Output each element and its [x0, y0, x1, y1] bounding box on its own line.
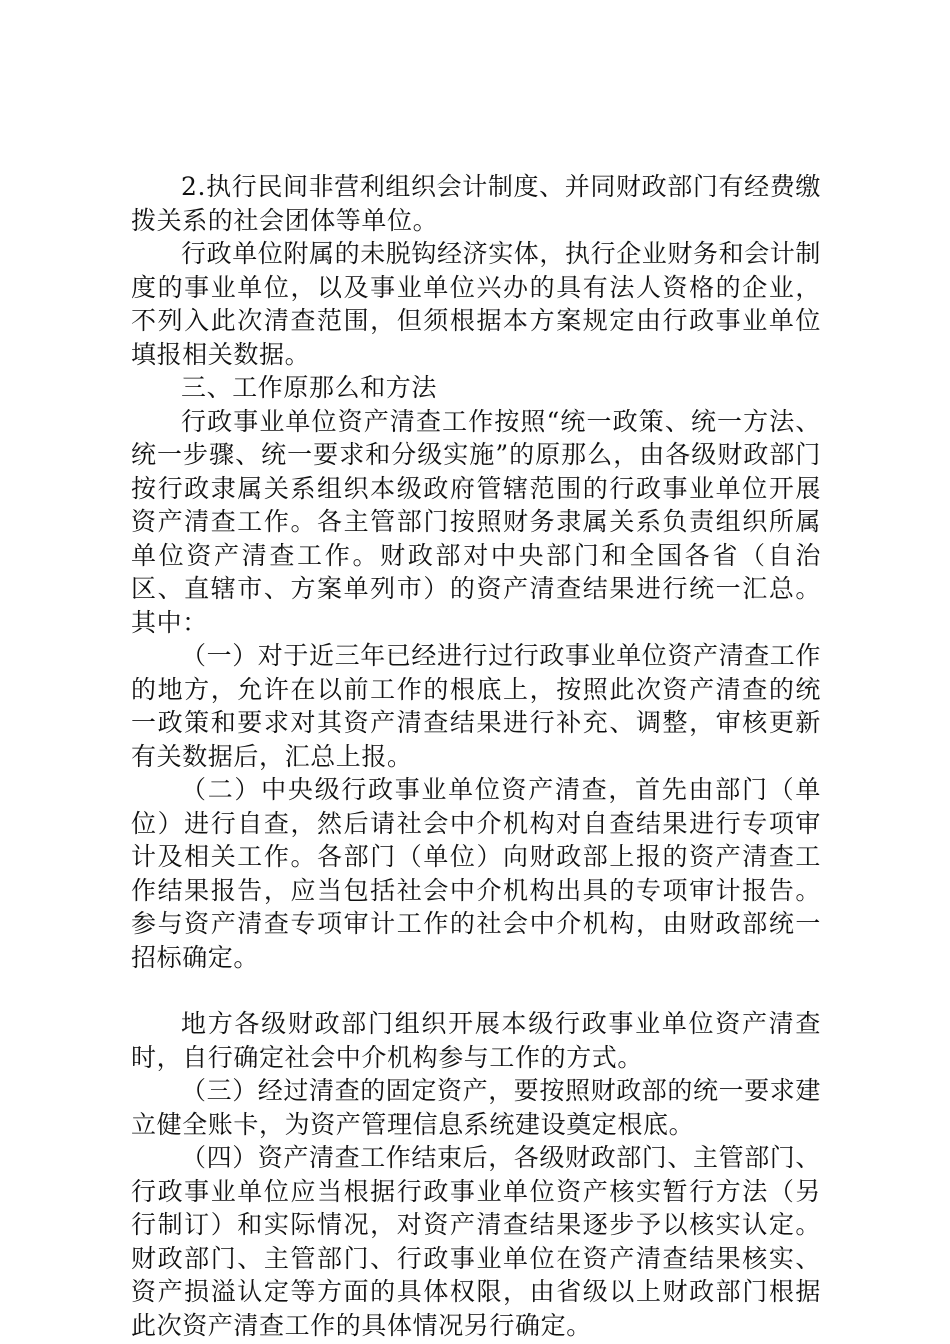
section-heading-principles: 三、工作原那么和方法: [181, 373, 438, 402]
paragraph-item-3: （三）经过清查的固定资产，要按照财政部的统一要求建立健全账卡，为资产管理信息系统建设奠定根底。: [131, 1076, 822, 1139]
paragraph-item-1: （一）对于近三年已经进行过行政事业单位资产清查工作的地方，允许在以前工作的根底上，按照此次资产清查的统一政策和要求对其资产清查结果进行补充、调整，审核更新有关数据后，汇总上报。: [131, 641, 822, 771]
paragraph-exclusions: 行政单位附属的未脱钩经济实体，执行企业财务和会计制度的事业单位，以及事业单位兴办的具有法人资格的企业，不列入此次清查范围，但须根据本方案规定由行政事业单位填报相关数据。: [131, 239, 822, 369]
paragraph-item-4: （四）资产清查工作结束后，各级财政部门、主管部门、行政事业单位应当根据行政事业单位资产核实暂行方法（另行制订）和实际情况，对资产清查结果逐步予以核实认定。财政部门、主管部门、行政事业单位在资产清查结果核实、资产损溢认定等方面的具体权限，由省级以上财政部门根据此次资产清查工作的具体情况另行确定。: [131, 1143, 822, 1340]
document-body: [131, 170, 821, 1342]
paragraph-scope-item-2: 2.执行民间非营利组织会计制度、并同财政部门有经费缴拨关系的社会团体等单位。: [131, 172, 821, 235]
paragraph-item-2: （二）中央级行政事业单位资产清查，首先由部门（单位）进行自查，然后请社会中介机构对自查结果进行专项审计及相关工作。各部门（单位）向财政部上报的资产清查工作结果报告，应当包括社会中介机构出具的专项审计报告。参与资产清查专项审计工作的社会中介机构，由财政部统一招标确定。: [131, 775, 821, 972]
paragraph-principles: 行政事业单位资产清查工作按照“统一政策、统一方法、统一步骤、统一要求和分级实施”的原那么，由各级财政部门按行政隶属关系组织本级政府管辖范围的行政事业单位开展资产清查工作。各主管部门按照财务隶属关系负责组织所属单位资产清查工作。财政部对中央部门和全国各省（自治区、直辖市、方案单列市）的资产清查结果进行统一汇总。其中：: [131, 406, 821, 637]
paragraph-local-finance: 地方各级财政部门组织开展本级行政事业单位资产清查时，自行确定社会中介机构参与工作的方式。: [131, 1009, 821, 1072]
